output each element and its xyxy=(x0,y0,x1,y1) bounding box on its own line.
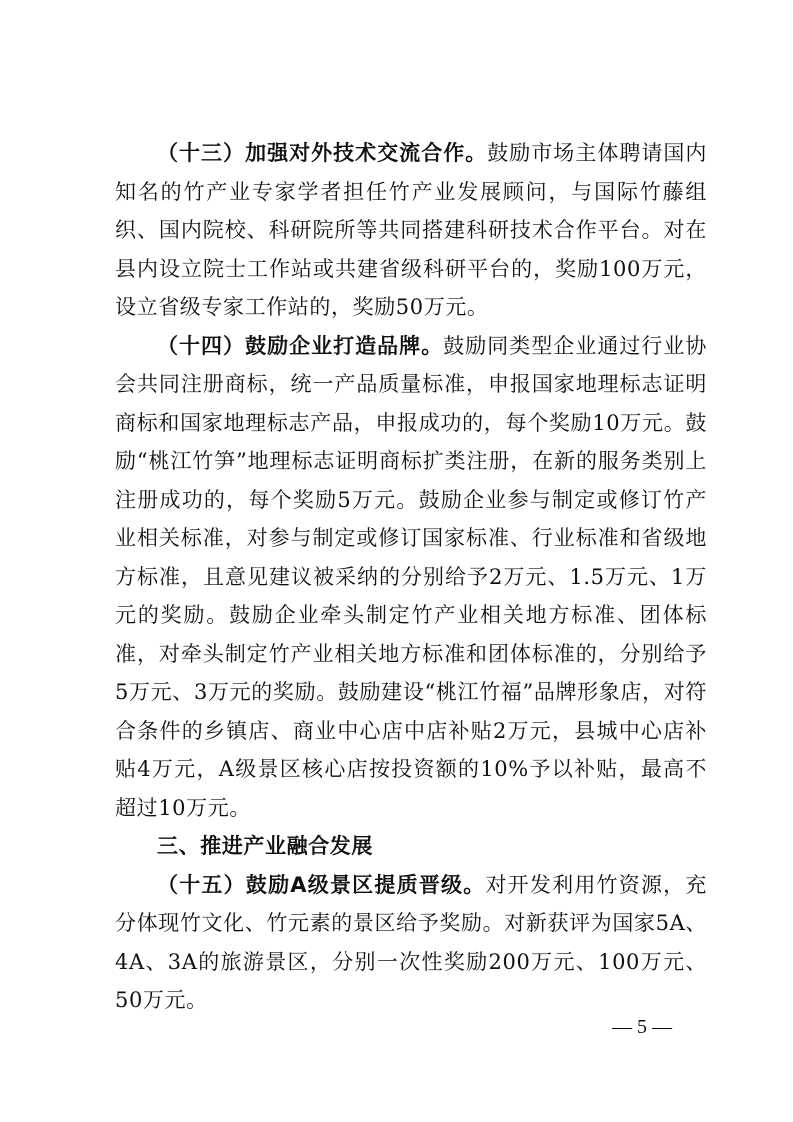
paragraph-15-heading: （十五）鼓励A级景区提质晋级。 xyxy=(157,872,486,897)
document-body xyxy=(115,134,707,1020)
paragraph-13 xyxy=(115,134,707,327)
paragraph-15 xyxy=(115,866,707,1020)
paragraph-14-heading: （十四）鼓励企业打造品牌。 xyxy=(157,333,444,358)
page-number: — 5 — xyxy=(612,1016,672,1038)
paragraph-13-heading: （十三）加强对外技术交流合作。 xyxy=(157,141,488,165)
paragraph-13-text: 鼓励市场主体聘请国内知名的竹产业专家学者担任竹产业发展顾问，与国际竹藤组织、国内院校、科研院所等共同搭建科研技术合作平台。对在县内设立院士工作站或共建省级科研平台的，奖励100万元，设立省级专家工作站的，奖励50万元。 xyxy=(115,141,707,319)
paragraph-15-text: 对开发利用竹资源，充分体现竹文化、竹元素的景区给予奖励。对新获评为国家5A、4A、3A的旅游景区，分别一次性奖励200万元、100万元、50万元。 xyxy=(115,872,707,1012)
section-heading: 三、推进产业融合发展 xyxy=(157,834,373,858)
paragraph-14 xyxy=(115,327,707,828)
paragraph-14-text: 鼓励同类型企业通过行业协会共同注册商标，统一产品质量标准，申报国家地理标志证明商标和国家地理标志产品，申报成功的，每个奖励10万元。鼓励“桃江竹笋”地理标志证明商标扩类注册，在新的服务类别上注册成功的，每个奖励5万元。鼓励企业参与制定或修订竹产业相关标准，对参与制定或修订国家标准、行业标准和省级地方标准，且意见建议被采纳的分别给予2万元、1.5万元、1万元的奖励。鼓励企业牵头制定竹产业相关地方标准、团体标准，对牵头制定竹产业相关地方标准和团体标准的，分别给予5万元、3万元的奖励。鼓励建设“桃江竹福”品牌形象店，对符合条件的乡镇店、商业中心店中店补贴2万元，县城中心店补贴4万元，A级景区核心店按投资额的10%予以补贴，最高不超过10万元。 xyxy=(115,333,707,820)
